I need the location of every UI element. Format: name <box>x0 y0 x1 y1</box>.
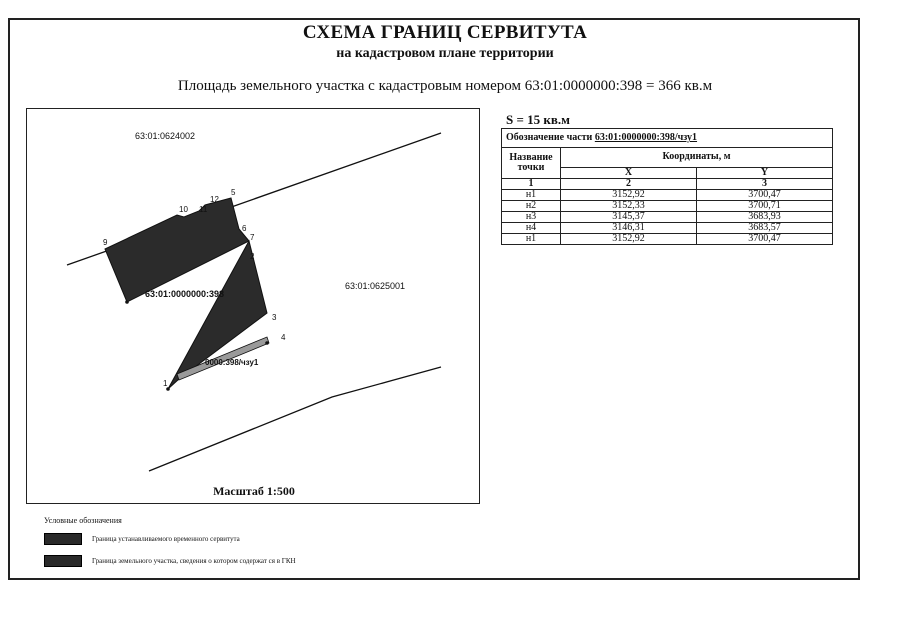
cell-point-name: н4 <box>502 223 561 234</box>
cell-point-name: н3 <box>502 212 561 223</box>
column-number-1: 1 <box>502 179 561 190</box>
table-row <box>502 223 833 234</box>
quarter-label-east: 63:01:0625001 <box>345 281 406 291</box>
vertex-marker <box>125 300 129 304</box>
table-row <box>502 212 833 223</box>
column-number-3: 3 <box>696 179 832 190</box>
document-subtitle: на кадастровом плане территории <box>336 46 554 61</box>
point-label: 10 <box>179 205 188 214</box>
cell-y: 3700,47 <box>696 234 832 245</box>
header-point-name: Название точки <box>502 148 561 179</box>
cell-y: 3700,71 <box>696 201 832 212</box>
cell-x: 3146,31 <box>561 223 697 234</box>
document-title: СХЕМА ГРАНИЦ СЕРВИТУТА <box>302 22 588 43</box>
parcel-label: 63:01:0000000:398 <box>145 289 225 299</box>
point-label: 9 <box>103 238 108 247</box>
point-label: 7 <box>250 233 255 242</box>
map-scale: Масштаб 1:500 <box>213 484 295 498</box>
point-label: 1 <box>163 379 168 388</box>
point-label: 12 <box>210 195 219 204</box>
servitude-area: S = 15 кв.м <box>506 112 571 127</box>
point-label: 3 <box>272 313 277 322</box>
table-caption <box>502 129 833 148</box>
vertex-marker <box>265 341 269 345</box>
column-number-2: 2 <box>561 179 697 190</box>
legend-text: Граница земельного участка, сведения о котором содержат ся в ГКН <box>92 557 296 565</box>
cell-x: 3145,37 <box>561 212 697 223</box>
servitude-swatch-icon <box>44 533 82 545</box>
header-coordinates: Координаты, м <box>561 148 833 168</box>
point-label: 6 <box>242 224 247 233</box>
point-label: 5 <box>231 188 236 197</box>
table-row <box>502 201 833 212</box>
caption-prefix: Обозначение части <box>506 132 593 143</box>
point-label: 2 <box>250 252 255 261</box>
legend-text: Граница устанавливаемого временного сервитута <box>92 535 240 543</box>
cell-y: 3700,47 <box>696 190 832 201</box>
cell-y: 3683,57 <box>696 223 832 234</box>
cell-x: 3152,92 <box>561 190 697 201</box>
cell-x: 3152,92 <box>561 234 697 245</box>
map-drawing <box>27 109 480 504</box>
parcel-swatch-icon <box>44 555 82 567</box>
servitude-label: 0000:398/чзу1 <box>205 358 259 367</box>
header-x: X <box>561 167 697 178</box>
header-y: Y <box>696 167 832 178</box>
cell-point-name: н1 <box>502 190 561 201</box>
cell-point-name: н1 <box>502 234 561 245</box>
quarter-label-north: 63:01:0624002 <box>135 131 196 141</box>
parcel-area-line: Площадь земельного участка с кадастровым номером 63:01:0000000:398 = 366 кв.м <box>177 78 713 94</box>
table-row <box>502 190 833 201</box>
cell-y: 3683,93 <box>696 212 832 223</box>
point-label: 4 <box>281 333 286 342</box>
table-row <box>502 234 833 245</box>
cell-x: 3152,33 <box>561 201 697 212</box>
caption-number: 63:01:0000000:398/чзу1 <box>594 132 698 143</box>
cell-point-name: н2 <box>502 201 561 212</box>
cadastral-map <box>26 108 480 504</box>
point-label: 11 <box>199 205 208 214</box>
legend-title: Условные обозначения <box>44 516 122 525</box>
boundary-line-south <box>149 367 441 471</box>
coordinates-table <box>501 128 833 245</box>
